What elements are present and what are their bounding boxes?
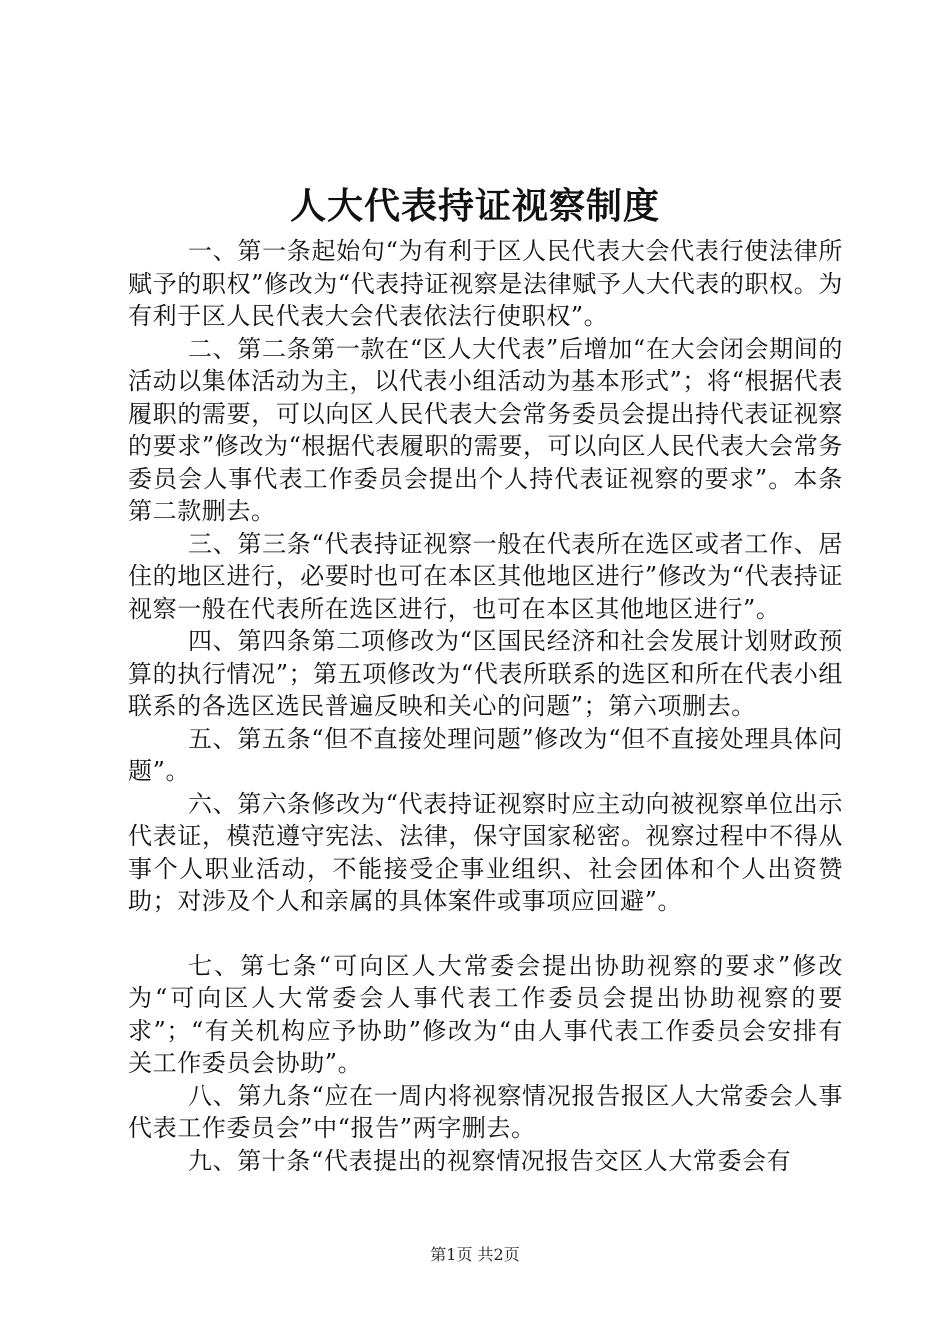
paragraph-6: 六、第六条修改为“代表持证视察时应主动向被视察单位出示代表证，模范遵守宪法、法律，保守国家秘密。视察过程中不得从事个人职业活动，不能接受企事业组织、社会团体和个人出资赞助；对涉及个人和亲属的具体案件或事项应回避”。 bbox=[128, 789, 843, 915]
paragraph-1: 一、第一条起始句“为有利于区人民代表大会代表行使法律所赋予的职权”修改为“代表持证视察是法律赋予人大代表的职权。为有利于区人民代表大会代表依法行使职权”。 bbox=[128, 237, 843, 330]
page-footer: 第1页 共2页 bbox=[430, 1245, 520, 1264]
document-body bbox=[128, 235, 843, 1177]
paragraph-2: 二、第二条第一款在“区人大代表”后增加“在大会闭会期间的活动以集体活动为主，以代表小组活动为基本形式”；将“根据代表履职的需要，可以向区人民代表大会常务委员会提出持代表证视察的要求”修改为“根据代表履职的需要，可以向区人民代表大会常务委员会人事代表工作委员会提出个人持代表证视察的要求”。本条第二款删去。 bbox=[128, 334, 843, 525]
paragraph-7: 七、第七条“可向区人大常委会提出协助视察的要求”修改为“可向区人大常委会人事代表工作委员会提出协助视察的要求”；“有关机构应予协助”修改为“由人事代表工作委员会安排有关工作委员会协助”。 bbox=[128, 951, 843, 1077]
document-title: 人大代表持证视察制度 bbox=[289, 185, 660, 227]
paragraph-9: 九、第十条“代表提出的视察情况报告交区人大常委会有 bbox=[188, 1146, 792, 1175]
paragraph-3: 三、第三条“代表持证视察一般在代表所在选区或者工作、居住的地区进行，必要时也可在本区其他地区进行”修改为“代表持证视察一般在代表所在选区进行，也可在本区其他地区进行”。 bbox=[128, 529, 843, 623]
paragraph-5: 五、第五条“但不直接处理问题”修改为“但不直接处理具体问题”。 bbox=[128, 724, 843, 785]
paragraph-8: 八、第九条“应在一周内将视察情况报告报区人大常委会人事代表工作委员会”中“报告”两字删去。 bbox=[128, 1081, 843, 1142]
paragraph-4: 四、第四条第二项修改为“区国民经济和社会发展计划财政预算的执行情况”；第五项修改为“代表所联系的选区和所在代表小组联系的各选区选民普遍反映和关心的问题”；第六项删去。 bbox=[128, 627, 843, 720]
